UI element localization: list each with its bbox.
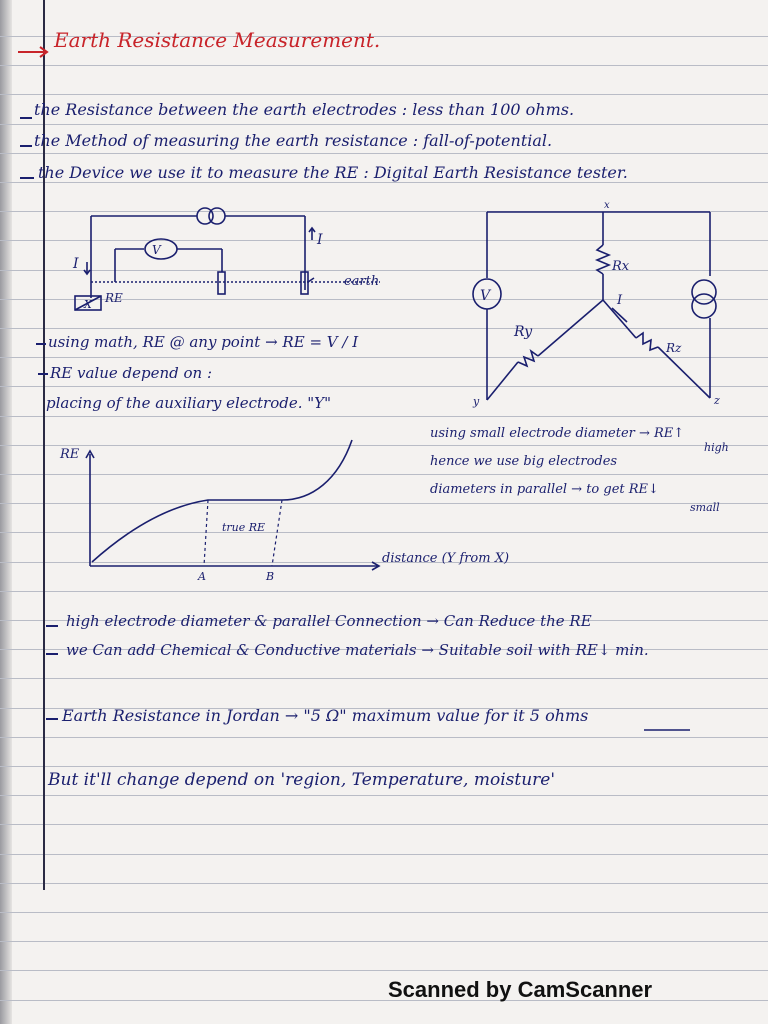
note-line-1: the Resistance between the earth electrodes : less than 100 ohms. <box>34 100 575 119</box>
title-arrow <box>18 47 47 57</box>
right-circuit-labels <box>472 200 720 408</box>
graph-axes <box>86 451 379 570</box>
current-label-left: I <box>73 256 79 272</box>
rz-label: Rz <box>666 341 682 355</box>
node-z-label: z <box>714 394 720 407</box>
math-line-2: RE value depend on : <box>50 364 213 382</box>
right-note-3: diameters in parallel → to get RE↓ <box>430 482 659 497</box>
graph-mid-label: true RE <box>222 521 266 534</box>
scanner-watermark: Scanned by CamScanner <box>388 977 653 1002</box>
ry-label: Ry <box>514 324 533 340</box>
graph-xlabel: distance (Y from X) <box>382 551 510 566</box>
electrode-x-label: X <box>84 298 92 311</box>
node-y-label: y <box>473 395 480 408</box>
graph-ylabel: RE <box>60 447 80 462</box>
node-x-label: x <box>604 200 610 211</box>
math-line-1: using math, RE @ any point → RE = V / I <box>48 333 359 351</box>
right-note-2: hence we use big electrodes <box>430 454 618 469</box>
right-note-1: using small electrode diameter → RE↑ <box>430 426 685 441</box>
bottom-line-4: But it'll change depend on 'region, Temperature, moisture' <box>48 770 556 790</box>
voltmeter-label: V <box>152 243 161 257</box>
right-note-3-sub: small <box>690 501 720 514</box>
right-circuit <box>473 212 716 400</box>
re-label-left: RE <box>105 291 123 305</box>
note-line-3: the Device we use it to measure the RE : Digital Earth Resistance tester. <box>38 163 628 182</box>
earth-label: earth <box>344 274 380 289</box>
rx-label: Rx <box>612 259 630 274</box>
i-label: I <box>617 293 623 308</box>
bottom-line-1: high electrode diameter & parallel Connection → Can Reduce the RE <box>66 612 592 630</box>
math-line-3: placing of the auxiliary electrode. "Y" <box>46 394 331 412</box>
graph-tick-b: B <box>266 570 275 583</box>
page-title: Earth Resistance Measurement. <box>54 28 381 52</box>
note-line-2: the Method of measuring the earth resistance : fall-of-potential. <box>34 131 553 150</box>
bullet-dashes <box>20 118 58 719</box>
graph-tick-a: A <box>198 570 206 583</box>
bottom-line-2: we Can add Chemical & Conductive materials → Suitable soil with RE↓ min. <box>66 641 649 659</box>
right-note-1-sub: high <box>704 441 729 454</box>
graph-curve <box>92 440 352 562</box>
current-label-right: I <box>317 232 323 248</box>
bottom-line-3: Earth Resistance in Jordan → "5 Ω" maximum value for it 5 ohms <box>62 706 589 725</box>
voltmeter-right-label: V <box>480 288 491 304</box>
